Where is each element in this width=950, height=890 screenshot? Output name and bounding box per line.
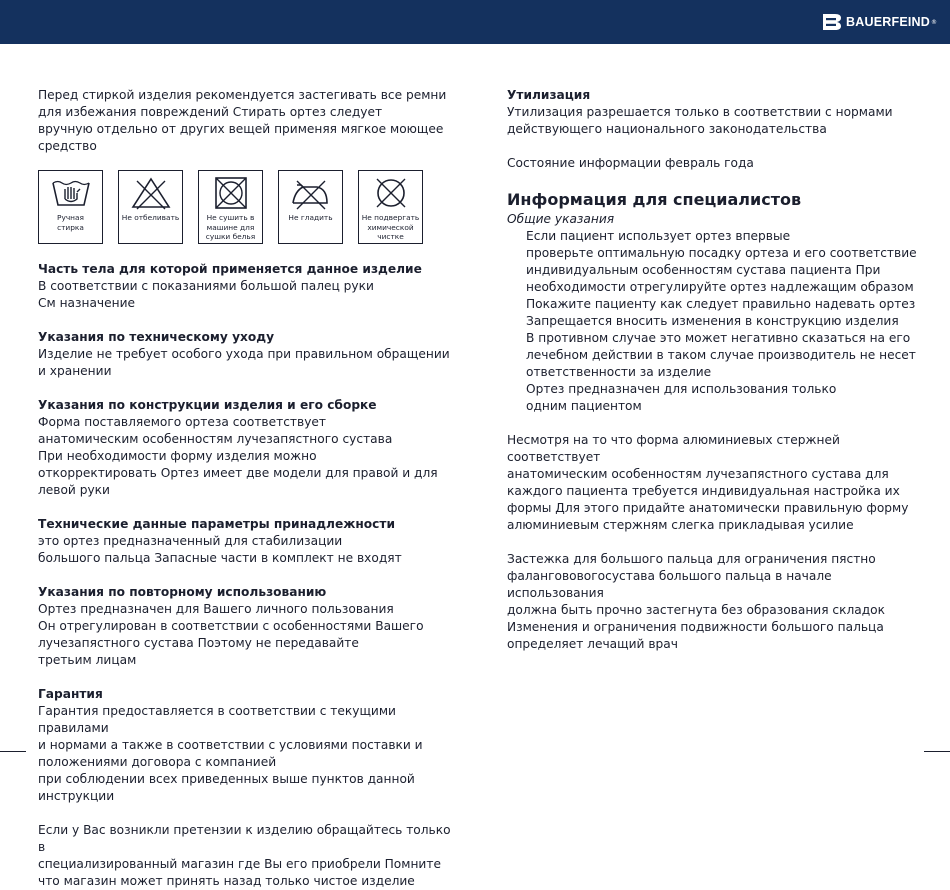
no-bleach-icon — [129, 175, 173, 211]
section-text: это ортез предназначенный для стабилизации большого пальца Запасные части в комплект не входят — [38, 534, 402, 565]
brand-registered-mark: ® — [931, 18, 937, 26]
care-symbols — [38, 170, 458, 244]
left-margin-rule — [0, 751, 26, 752]
wash-intro: Перед стиркой изделия рекомендуется застегивать все ремни для избежания повреждений Стирать ортез следует вручную отдельно от других вещей применяя мягкое моющее средство — [38, 88, 447, 153]
care-symbol — [358, 170, 423, 244]
no-dry-clean-icon — [369, 175, 413, 211]
care-label: Не подвергать химической чистке — [361, 213, 420, 241]
care-label: Ручная стирка — [56, 213, 84, 232]
rods-paragraph — [507, 432, 927, 534]
section-text: Изделие не требует особого ухода при правильном обращении и хранении — [38, 347, 450, 378]
claims-paragraph — [38, 822, 458, 890]
care-label: Не сушить в машине для сушки белья — [205, 213, 256, 241]
general-text: Если пациент использует ортез впервые проверьте оптимальную посадку ортеза и его соответствие индивидуальным особенностям сустава пациента При необходимости отрегулируйте ортез надлежащим образом Покажите пациенту как следует правильно надевать ортез Запрещается вносить изменения в конструкцию изделия В противном случае это может негативно сказаться на его лечебном действии в таком случае производитель не несет ответственности за изделие Ортез предназначен для использования только одним пациентом — [526, 229, 917, 413]
section-title: Указания по техническому уходу — [38, 330, 275, 344]
section-warranty — [38, 686, 458, 805]
thumb-strap-paragraph — [507, 551, 927, 653]
care-label: Не отбеливать — [121, 213, 180, 222]
section-construction — [38, 397, 458, 499]
no-tumble-dry-icon — [209, 175, 253, 211]
section-title: Указания по конструкции изделия и его сборке — [38, 398, 377, 412]
info-state-text: Состояние информации февраль года — [507, 156, 754, 170]
section-title: Технические данные параметры принадлежности — [38, 517, 396, 531]
specialists-title: Информация для специалистов — [507, 190, 802, 209]
section-title: Указания по повторному использованию — [38, 585, 327, 599]
care-label: Не гладить — [288, 213, 333, 222]
section-body-part — [38, 261, 458, 312]
disposal-text: Утилизация разрешается только в соответствии с нормами действующего национального законодательства — [507, 105, 893, 136]
section-text: Форма поставляемого ортеза соответствует анатомическим особенностям лучезапястного сустава При необходимости форму изделия можно откорректировать Ортез имеет две модели для правой и для левой руки — [38, 415, 438, 497]
rods-text: Несмотря на то что форма алюминиевых стержней соответствует анатомическим особенностям лучезапястного сустава для каждого пациента требуется индивидуальная настройка их формы Для этого придайте анатомически правильную форму алюминиевым стержням слегка прикладывая усилие — [507, 433, 909, 532]
brand-name: BAUERFEIND — [846, 15, 930, 29]
header-bar — [0, 0, 950, 44]
general-title: Общие указания — [507, 212, 615, 226]
right-column — [507, 87, 927, 653]
brand-logo — [821, 11, 937, 33]
care-symbol — [198, 170, 263, 244]
no-iron-icon — [289, 175, 333, 211]
care-symbol — [278, 170, 343, 244]
section-care — [38, 329, 458, 380]
section-text: Гарантия предоставляется в соответствии с текущими правилами и нормами а также в соответствии с условиями поставки и положениями договора с компанией при соблюдении всех приведенных выше пунктов данной инструкции — [38, 704, 423, 803]
section-title: Часть тела для которой применяется данное изделие — [38, 262, 422, 276]
bauerfeind-logo-icon — [821, 12, 843, 32]
left-column — [38, 87, 458, 890]
section-technical — [38, 516, 458, 567]
care-symbol — [38, 170, 103, 244]
section-text: Ортез предназначен для Вашего личного пользования Он отрегулирован в соответствии с особенностями Вашего лучезапястного сустава Поэтому не передавайте третьим лицам — [38, 602, 424, 667]
thumb-strap-text: Застежка для большого пальца для ограничения пястно фалангововогосустава большого пальца в начале использования должна быть прочно застегнута без образования складок Изменения и ограничения подвижности большого пальца определяет лечащий врач — [507, 552, 885, 651]
right-margin-rule — [924, 751, 950, 752]
info-state — [507, 155, 927, 172]
disposal-title: Утилизация — [507, 88, 591, 102]
hand-wash-icon — [49, 175, 93, 211]
section-title: Гарантия — [38, 687, 103, 701]
claims-text: Если у Вас возникли претензии к изделию обращайтесь только в специализированный магазин где Вы его приобрели Помните что магазин может принять назад только чистое изделие — [38, 823, 451, 888]
section-text: В соответствии с показаниями большой палец руки См назначение — [38, 279, 374, 310]
section-reuse — [38, 584, 458, 669]
care-symbol — [118, 170, 183, 244]
